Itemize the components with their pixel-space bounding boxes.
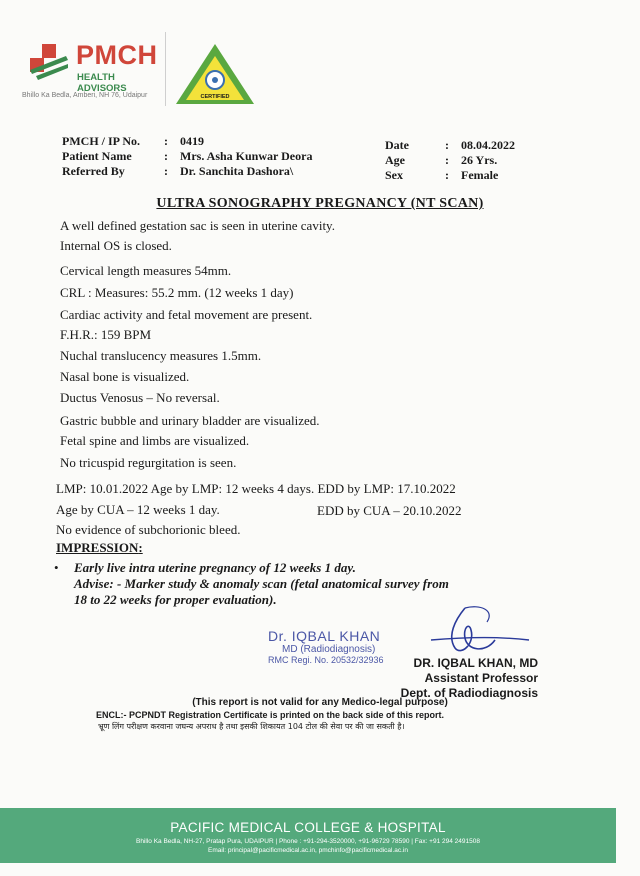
impression-colon: :: [138, 540, 143, 555]
pmch-logo-icon: [28, 42, 70, 84]
cua-age: Age by CUA – 12 weeks 1 day.: [56, 502, 220, 517]
colon: :: [445, 138, 449, 152]
finding-line: No tricuspid regurgitation is seen.: [60, 455, 237, 470]
impression-text: [74, 560, 449, 608]
impression-heading: [56, 540, 143, 556]
date-value: 08.04.2022: [461, 138, 515, 152]
finding-line: CRL : Measures: 55.2 mm. (12 weeks 1 day): [60, 285, 294, 300]
age-value: 26 Yrs.: [461, 153, 498, 167]
ip-row: [62, 134, 312, 149]
logo-text: PMCH: [76, 40, 158, 70]
logo-subtitle: HEALTH ADVISORS: [77, 72, 127, 94]
age-label: Age: [385, 153, 405, 167]
finding-line: Ductus Venosus – No reversal.: [60, 390, 220, 405]
seal-label: CERTIFIED: [200, 94, 230, 100]
hindi-notice: भ्रूण लिंग परीक्षण करवाना जघन्य अपराध है तथा इसकी शिकायत 104 टोल की सेवा पर की जा सकती है।: [98, 722, 405, 731]
patient-info-left: [62, 134, 312, 179]
doctor-designation: Assistant Professor: [424, 671, 538, 685]
finding-line: Cardiac activity and fetal movement are present.: [60, 307, 313, 322]
colon: :: [445, 153, 449, 167]
finding-line: Gastric bubble and urinary bladder are visualized.: [60, 413, 320, 428]
hospital-footer: [0, 808, 616, 863]
doctor-stamp: [268, 628, 384, 665]
age-row: [385, 153, 515, 168]
referred-label: Referred By: [62, 164, 125, 178]
sex-value: Female: [461, 168, 499, 182]
stamp-name: Dr. IQBAL KHAN: [268, 628, 381, 644]
finding-line: F.H.R.: 159 BPM: [60, 327, 152, 342]
stamp-registration: RMC Regi. No. 20532/32936: [268, 655, 384, 665]
finding-line: Internal OS is closed.: [60, 238, 172, 253]
colon: :: [445, 168, 449, 182]
pmch-logo: [22, 38, 162, 104]
name-label: Patient Name: [62, 149, 132, 163]
finding-line: Nasal bone is visualized.: [60, 369, 190, 384]
finding-line: Fetal spine and limbs are visualized.: [60, 433, 250, 448]
validity-note: (This report is not valid for any Medico-legal purpose): [192, 697, 448, 708]
hospital-email: Email: principal@pacificmedical.ac.in, pmchinfo@pacificmedical.ac.in: [208, 847, 408, 854]
colon: :: [164, 149, 168, 163]
doctor-department: Dept. of Radiodiagnosis: [400, 686, 538, 700]
referred-row: [62, 164, 312, 179]
cua-edd: EDD by CUA – 20.10.2022: [317, 503, 462, 518]
ip-label: PMCH / IP No.: [62, 134, 140, 148]
referred-value: Dr. Sanchita Dashora\: [180, 164, 294, 178]
finding-line: Nuchal translucency measures 1.5mm.: [60, 348, 262, 363]
lmp-line: LMP: 10.01.2022 Age by LMP: 12 weeks 4 days. EDD by LMP: 17.10.2022: [56, 481, 456, 496]
finding-line: A well defined gestation sac is seen in uterine cavity.: [60, 218, 335, 233]
sex-row: [385, 168, 515, 183]
report-title: ULTRA SONOGRAPHY PREGNANCY (NT SCAN): [156, 196, 484, 211]
patient-info-right: [385, 138, 515, 183]
hospital-name: PACIFIC MEDICAL COLLEGE & HOSPITAL: [170, 820, 446, 835]
finding-line: Cervical length measures 54mm.: [60, 263, 232, 278]
colon: :: [164, 164, 168, 178]
header-divider: [165, 32, 166, 106]
doctor-details: [401, 656, 538, 701]
ip-value: 0419: [180, 134, 204, 148]
name-row: [62, 149, 312, 164]
enclosure-note: ENCL:- PCPNDT Registration Certificate is printed on the back side of this report.: [96, 710, 445, 720]
colon: :: [164, 134, 168, 148]
date-label: Date: [385, 138, 409, 152]
impression-label: IMPRESSION: [56, 540, 139, 555]
sex-label: Sex: [385, 168, 403, 182]
stamp-degree: MD (Radiodiagnosis): [282, 644, 376, 655]
name-value: Mrs. Asha Kunwar Deora: [180, 149, 313, 163]
hospital-address: Bhillo Ka Bedla, NH-27, Pratap Pura, UDAIPUR | Phone : +91-294-3520000, +91-96729 78590 | Fax: +91 294 2491508: [136, 838, 480, 845]
bullet-icon: •: [54, 560, 59, 575]
subchorionic-bleed: No evidence of subchorionic bleed.: [56, 522, 241, 537]
signature-icon: [425, 600, 535, 660]
impression-line: 18 to 22 weeks for proper evaluation).: [74, 592, 277, 607]
certification-seal-icon: [174, 42, 256, 106]
logo-address: Bhillo Ka Bedla, Amberi, NH 76, Udaipur: [22, 92, 148, 99]
impression-line: Early live intra uterine pregnancy of 12 weeks 1 day.: [74, 560, 356, 575]
impression-line: Advise: - Marker study & anomaly scan (fetal anatomical survey from: [74, 576, 449, 591]
date-row: [385, 138, 515, 153]
doctor-name: DR. IQBAL KHAN, MD: [413, 656, 538, 670]
